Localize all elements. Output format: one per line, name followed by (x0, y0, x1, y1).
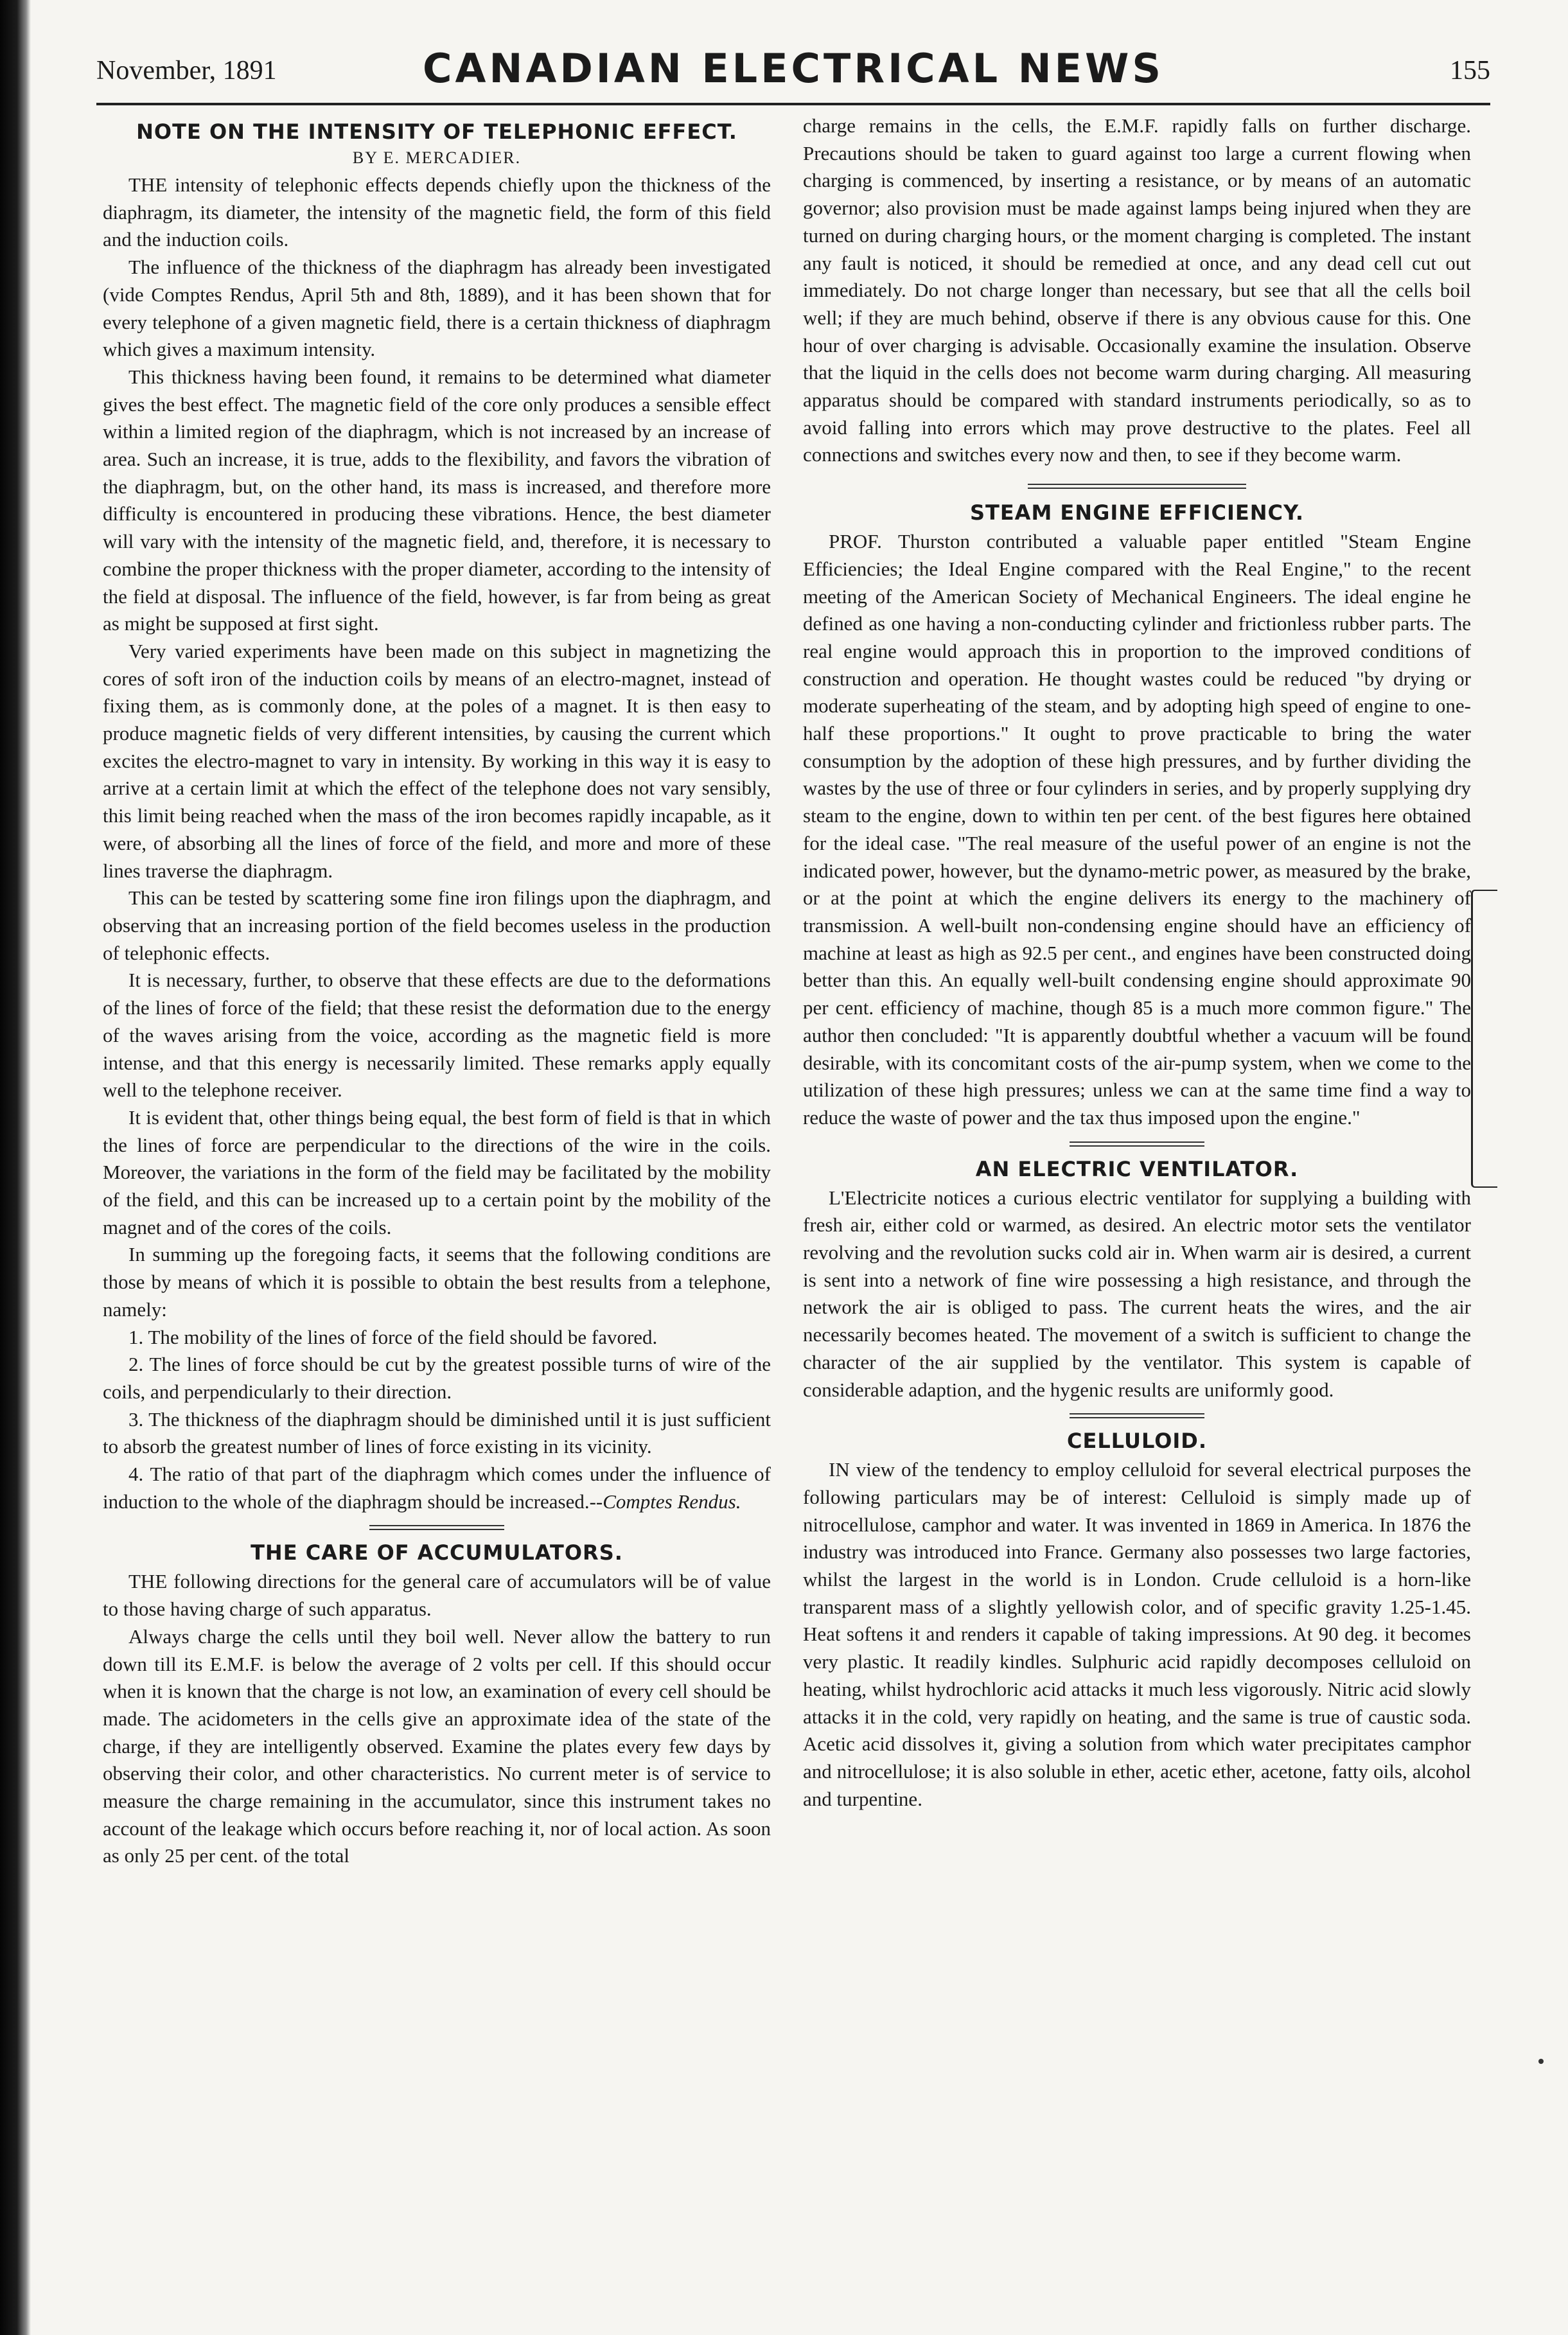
telephonic-paragraph: The influence of the thickness of the diaphragm has already been investigated (vide Comptes Rendus, April 5th and 8th, 1889), and it has been shown that for every telephone of a given magnetic field, there is a certain thickness of diaphragm which gives a maximum intensity. (103, 256, 771, 361)
telephonic-paragraph: THE intensity of telephonic effects depends chiefly upon the thickness of the diaphragm, its diameter, the intensity of the magnetic field, the form of this field and the induction coils. (103, 173, 771, 251)
telephonic-title: NOTE ON THE INTENSITY OF TELEPHONIC EFFECT. (136, 119, 737, 144)
masthead-title: CANADIAN ELECTRICAL NEWS (422, 45, 1165, 92)
article-separator (803, 1138, 1471, 1150)
accumulators-paragraph: Always charge the cells until they boil well. Never allow the battery to run down till its E.M.F. is below the average of 2 volts per cell. If this should occur when it is known that the charge is not low, an examination of every cell should be made. The acidometers in the cells give an approximate idea of the state of the charge, if they are intelligently observed. Examine the plates every few days by observing their color, and other characteristics. No current meter is of service to measure the charge remaining in the accumulator, since this instrument takes no account of the leakage which occurs before reaching it, nor of local action. As soon as only 25 per cent. of the total (103, 1625, 771, 1867)
telephonic-paragraph: In summing up the foregoing facts, it seems that the following conditions are those by means of which it is possible to obtain the best results from a telephone, namely: (103, 1243, 771, 1321)
steam-title: STEAM ENGINE EFFICIENCY. (969, 500, 1305, 525)
steam-paragraph: PROF. Thurston contributed a valuable paper entitled "Steam Engine Efficiencies; the Ideal Engine compared with the Real Engine," to the recent meeting of the American Society of Mechanical Engineers. The ideal engine he defined as one having a non-conducting cylinder and frictionless rubber parts. The real engine would approach this in proportion to the improved conditions of construction and operation. He thought wastes could be reduced "by drying or moderate superheating of the steam, and by adopting high speed of engine to one-half these proportions." It ought to prove practicable to bring the water consumption by the adoption of these high pressures, and by further dividing the wastes by the use of three or four cylinders in series, and by properly supplying dry steam to the engine, down to within ten per cent. of the best figures here obtained for the ideal case. "The real measure of the useful power of an engine is not the indicated power, however, but the dynamo-metric power, as measured by the brake, or at the point at which the engine delivers its energy to the machinery of transmission. A well-built non-condensing engine should have an efficiency of machine at least as high as 92.5 per cent., and engines have been constructed doing better than this. An equally well-built condensing engine should approximate 90 per cent. efficiency of machine, though 85 is a much more common figure." The author then concluded: "It is apparently doubtful whether a vacuum will be found desirable, with its concomitant costs of the air-pump system, when we come to the utilization of these high pressures; unless we can at the same time find a way to reduce the waste of power and the tax thus imposed upon the engine." (803, 530, 1471, 1129)
article-separator (803, 480, 1471, 492)
article-separator (103, 1522, 771, 1533)
header-date: November, 1891 (96, 56, 277, 85)
ventilator-paragraph: L'Electricite notices a curious electric ventilator for supplying a building with fresh air, either cold or warmed, as desired. An electric motor sets the ventilator revolving and the revolution sucks cold air in. When warm air is desired, a current is sent into a network of fine wire possessing a high resistance, and through the network the air is obliged to pass. The current heats the wires, and the air necessarily becomes heated. The movement of a switch is sufficient to change the character of the air supplied by the ventilator. This system is capable of considerable adaption, and the hygenic results are uniformly good. (803, 1186, 1471, 1401)
accumulators-paragraph: THE following directions for the general care of accumulators will be of value to those having charge of such apparatus. (103, 1570, 771, 1621)
telephonic-condition-text: 4. The ratio of that part of the diaphragm which comes under the influence of induction to the whole of the diaphragm should be increased. (103, 1463, 771, 1513)
header-rule (96, 103, 1490, 105)
page-header (96, 42, 1490, 107)
telephonic-condition (103, 1461, 771, 1515)
telephonic-source: --Comptes Rendus. (589, 1490, 741, 1513)
margin-pencil-mark (1471, 890, 1497, 1188)
page-number: 155 (1450, 56, 1490, 85)
celluloid-paragraph: IN view of the tendency to employ celluloid for several electrical purposes the following particulars may be of interest: Celluloid is simply made up of nitrocellulose, camphor and water. It was invented in 1869 in America. In 1876 the industry was introduced into France. Germany also possesses two large factories, whilst the largest in the world is in London. Crude celluloid is a horn-like transparent mass of a slightly yellowish color, and of specific gravity 1.25-1.45. Heat softens it and renders it capable of taking impressions. At 90 deg. it becomes very plastic. It readily kindles. Sulphuric acid rapidly decomposes celluloid on heating, whilst hydrochloric acid attacks it much less vigorously. Nitric acid slowly attacks it in the cold, very rapidly on heating, and the same is true of caustic soda. Acetic acid dissolves it, giving a solution from which water precipitates camphor and nitrocellulose; it is also soluble in ether, acetic ether, acetone, fatty oils, alcohol and turpentine. (803, 1458, 1471, 1810)
telephonic-condition: 3. The thickness of the diaphragm should be diminished until it is just sufficient to absorb the greatest number of lines of force existing in its vicinity. (103, 1407, 771, 1458)
telephonic-paragraph: It is necessary, further, to observe that these effects are due to the deformations of the lines of force of the field; that these resist the deformation due to the energy of the waves arising from the voice, according as the magnetic field is more intense, and that this energy is necessarily limited. These remarks apply equally well to the telephone receiver. (103, 969, 771, 1102)
telephonic-byline: BY E. MERCADIER. (352, 148, 522, 167)
telephonic-paragraph: It is evident that, other things being equal, the best form of field is that in which the lines of force are perpendicular to the directions of the wire in the coils. Moreover, the variations in the form of the field may be facilitated by the mobility of the field, and this can be increased up to a certain point by the mobility of the magnet and of the cores of the coils. (103, 1106, 771, 1238)
binding-edge (0, 0, 31, 2335)
accumulators-title: THE CARE OF ACCUMULATORS. (251, 1540, 623, 1565)
telephonic-paragraph: This thickness having been found, it remains to be determined what diameter gives the best effect. The magnetic field of the core only produces a sensible effect within a limited region of the diaphragm, which is not increased by an increase of area. Such an increase, it is true, adds to the flexibility, and favors the vibration of the diaphragm, but, on the other hand, its mass is increased, and therefore more difficulty is encountered in producing these vibrations. Hence, the best diameter will vary with the intensity of the magnetic field, and, therefore, it is necessary to combine the proper thickness with the proper diameter, according to the intensity of the field at disposal. The influence of the field, however, is far from being as great as might be supposed at first sight. (103, 365, 771, 635)
ventilator-title: AN ELECTRIC VENTILATOR. (975, 1156, 1299, 1181)
right-column (803, 112, 1471, 2296)
telephonic-paragraph: Very varied experiments have been made on this subject in magnetizing the cores of soft iron of the induction coils by means of an electro-magnet, instead of fixing them, as is commonly done, at the poles of a magnet. It is then easy to produce magnetic fields of very different intensities, by causing the current which excites the electro-magnet to vary in intensity. By working in this way it is easy to arrive at a certain limit at which the effect of the telephone does not vary sensibly, this limit being reached when the mass of the iron becomes rapidly incapable, as it were, of absorbing all the lines of force of the field, and more and more of these lines traverse the diaphragm. (103, 639, 771, 882)
telephonic-condition: 1. The mobility of the lines of force of the field should be favored. (128, 1325, 658, 1348)
telephonic-paragraph: This can be tested by scattering some fine iron filings upon the diaphragm, and observing that an increasing portion of the field becomes useless in the production of telephonic effects. (103, 886, 771, 964)
telephonic-condition: 2. The lines of force should be cut by the greatest possible turns of wire of the coils, and perpendicularly to their direction. (103, 1353, 771, 1403)
margin-dot (1538, 2059, 1544, 2064)
accumulators-continuation: charge remains in the cells, the E.M.F. rapidly falls on further discharge. Precautions should be taken to guard against too large a current flowing when charging is commenced, by inserting a resistance, or by means of an automatic governor; also provision must be made against lamps being injured when they are turned on during charging hours, or the moment charging is completed. The instant any fault is noticed, it should be remedied at once, and any dead cell cut out immediately. Do not charge longer than necessary, but see that all the cells boil well; if they are much behind, observe if there is any obvious cause for this. One hour of over charging is advisable. Occasionally examine the insulation. Observe that the liquid in the cells does not become warm during charging. All measuring apparatus should be compared with standard instruments periodically, so as to avoid falling into errors which may prove destructive to the plates. Feel all connections and switches every now and then, to see if they become warm. (803, 114, 1471, 466)
left-column (103, 112, 771, 2296)
article-separator (803, 1410, 1471, 1422)
celluloid-title: CELLULOID. (1066, 1429, 1208, 1454)
